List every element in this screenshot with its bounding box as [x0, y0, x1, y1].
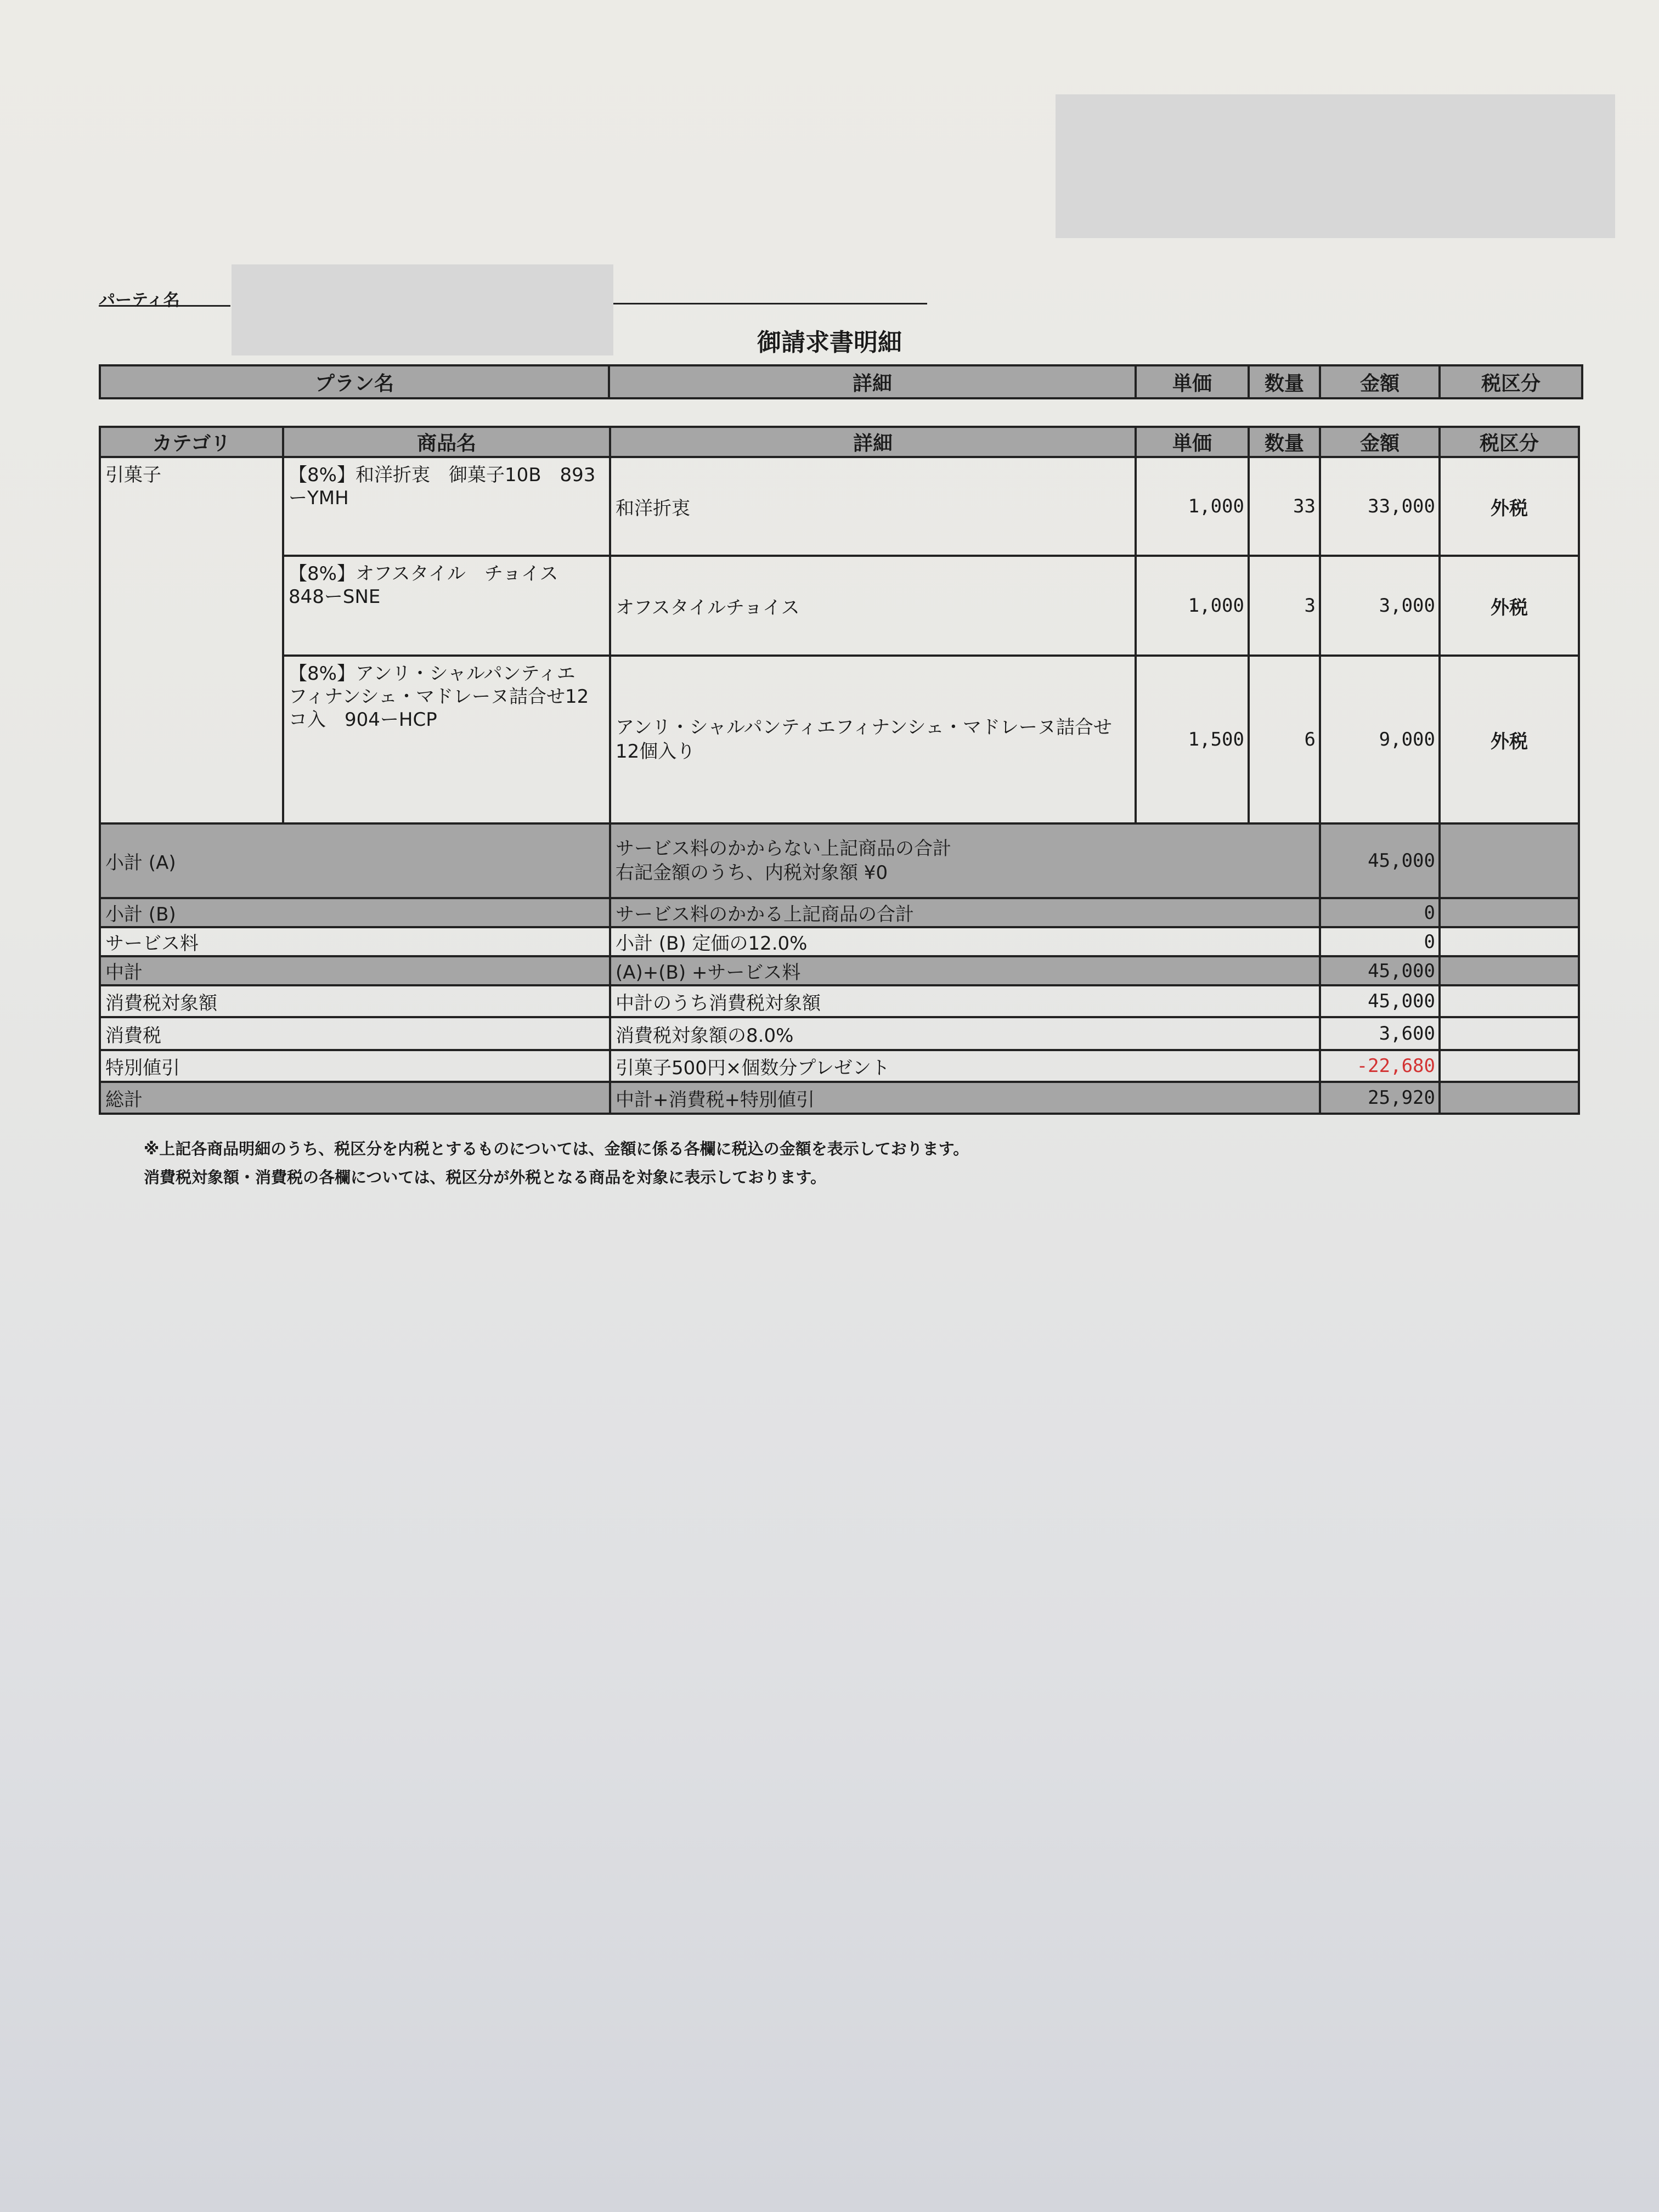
summary-row-discount [100, 1050, 1579, 1082]
unit-price-cell: 1,500 [1136, 656, 1249, 823]
plan-header-plan: プラン名 [100, 365, 609, 398]
summary-amount: 3,600 [1320, 1017, 1440, 1050]
summary-amount: 45,000 [1320, 985, 1440, 1017]
plan-header-detail: 詳細 [609, 365, 1136, 398]
header-category: カテゴリ [100, 427, 283, 457]
detail-cell: アンリ・シャルパンティエフィナンシェ・マドレーヌ詰合せ12個入り [610, 656, 1136, 823]
tax-cell: 外税 [1440, 457, 1579, 556]
table-row [100, 656, 1579, 823]
summary-row-subtotal-b [100, 898, 1579, 927]
summary-empty-cell [1440, 985, 1579, 1017]
party-name-underline-right [613, 303, 927, 304]
summary-label: 消費税対象額 [100, 985, 610, 1017]
summary-amount: 45,000 [1320, 823, 1440, 898]
summary-row-subtotal-a [100, 823, 1579, 898]
product-name-cell: 【8%】アンリ・シャルパンティエ フィナンシェ・マドレーヌ詰合せ12コ入 904ーHCP [283, 656, 610, 823]
footnotes [144, 1135, 969, 1192]
unit-price-cell: 1,000 [1136, 457, 1249, 556]
summary-label: 消費税 [100, 1017, 610, 1050]
header-qty: 数量 [1249, 427, 1320, 457]
header-unit-price: 単価 [1136, 427, 1249, 457]
summary-amount: 0 [1320, 898, 1440, 927]
footnote-line: ※上記各商品明細のうち、税区分を内税とするものについては、金額に係る各欄に税込の金額を表示しております。 [144, 1139, 969, 1158]
document-title: 御請求書明細 [757, 329, 902, 357]
summary-detail-line: サービス料のかからない上記商品の合計 [616, 838, 951, 860]
redacted-party-name [232, 264, 613, 356]
tax-cell: 外税 [1440, 656, 1579, 823]
summary-label: 小計 (B) [100, 898, 610, 927]
amount-cell: 33,000 [1320, 457, 1440, 556]
summary-detail: 引菓子500円×個数分プレゼント [610, 1050, 1320, 1082]
summary-empty-cell [1440, 1082, 1579, 1114]
summary-row-total [100, 1082, 1579, 1114]
party-name-underline [99, 305, 230, 307]
product-name-cell: 【8%】オフスタイル チョイス 848ーSNE [283, 556, 610, 656]
redacted-block-top-right [1056, 94, 1615, 238]
items-table-header [100, 427, 1579, 457]
header-detail: 詳細 [610, 427, 1136, 457]
summary-label: 総計 [100, 1082, 610, 1114]
product-name-cell: 【8%】和洋折衷 御菓子10B 893ーYMH [283, 457, 610, 556]
table-row [100, 457, 1579, 556]
header-product-name: 商品名 [283, 427, 610, 457]
summary-empty-cell [1440, 823, 1579, 898]
summary-amount: 45,000 [1320, 956, 1440, 985]
summary-label: 特別値引 [100, 1050, 610, 1082]
category-cell: 引菓子 [100, 457, 283, 823]
plan-header-qty: 数量 [1249, 365, 1320, 398]
plan-header-unit-price: 単価 [1136, 365, 1249, 398]
summary-detail: 中計のうち消費税対象額 [610, 985, 1320, 1017]
summary-amount: 25,920 [1320, 1082, 1440, 1114]
plan-header-amount: 金額 [1320, 365, 1440, 398]
header-amount: 金額 [1320, 427, 1440, 457]
summary-label: 中計 [100, 956, 610, 985]
party-name-label: パーティ名 [99, 291, 180, 310]
summary-detail: 中計+消費税+特別値引 [610, 1082, 1320, 1114]
summary-row-mid-total [100, 956, 1579, 985]
summary-row-service-fee [100, 927, 1579, 956]
summary-detail-line: 右記金額のうち、内税対象額 ¥0 [616, 862, 888, 884]
plan-table-header [100, 365, 1582, 398]
summary-empty-cell [1440, 956, 1579, 985]
summary-row-taxable [100, 985, 1579, 1017]
table-row [100, 556, 1579, 656]
detail-cell: 和洋折衷 [610, 457, 1136, 556]
header-tax: 税区分 [1440, 427, 1579, 457]
summary-empty-cell [1440, 898, 1579, 927]
summary-row-tax [100, 1017, 1579, 1050]
summary-label: 小計 (A) [100, 823, 610, 898]
summary-empty-cell [1440, 1050, 1579, 1082]
summary-empty-cell [1440, 927, 1579, 956]
qty-cell: 3 [1249, 556, 1320, 656]
summary-label: サービス料 [100, 927, 610, 956]
plan-table [99, 364, 1583, 399]
footnote-line: 消費税対象額・消費税の各欄については、税区分が外税となる商品を対象に表示しております。 [144, 1168, 827, 1187]
summary-amount-negative: -22,680 [1320, 1050, 1440, 1082]
summary-detail: (A)+(B) +サービス料 [610, 956, 1320, 985]
qty-cell: 6 [1249, 656, 1320, 823]
tax-cell: 外税 [1440, 556, 1579, 656]
plan-header-tax: 税区分 [1440, 365, 1582, 398]
qty-cell: 33 [1249, 457, 1320, 556]
summary-amount: 0 [1320, 927, 1440, 956]
items-table [99, 426, 1580, 1115]
summary-detail: サービス料のかかる上記商品の合計 [610, 898, 1320, 927]
summary-empty-cell [1440, 1017, 1579, 1050]
detail-cell: オフスタイルチョイス [610, 556, 1136, 656]
summary-detail: 消費税対象額の8.0% [610, 1017, 1320, 1050]
summary-detail [610, 823, 1320, 898]
amount-cell: 3,000 [1320, 556, 1440, 656]
amount-cell: 9,000 [1320, 656, 1440, 823]
unit-price-cell: 1,000 [1136, 556, 1249, 656]
summary-detail: 小計 (B) 定価の12.0% [610, 927, 1320, 956]
